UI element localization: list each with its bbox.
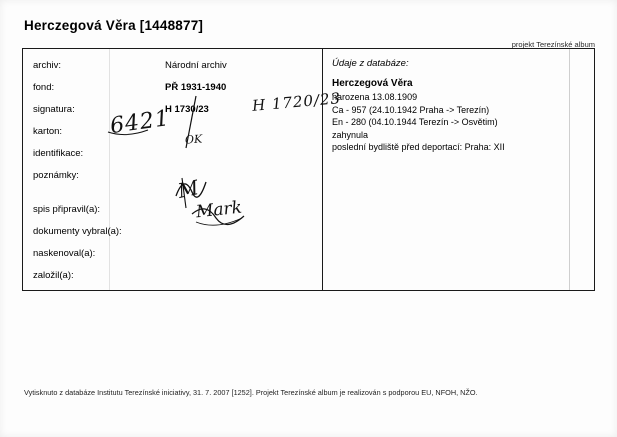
right-column-line [569,49,570,290]
form-label: naskenoval(a): [33,248,96,259]
form-row [33,126,313,147]
form-row [33,60,313,78]
form-row [33,270,313,288]
form-label: spis připravil(a): [33,204,101,215]
handwritten-signature-second: Mark [195,197,243,223]
form-label: karton: [33,126,63,137]
form-row [33,104,313,122]
footer-note: Vytisknuto z databáze Institutu Terezínské iniciativy, 31. 7. 2007 [1252]. Projekt Terezínské album je realizován s podporou EU, NFOH, NŽO. [24,388,478,397]
form-row [33,148,313,166]
form-label: fond: [33,82,55,93]
form-label: archiv: [33,60,61,71]
database-line: En - 280 (04.10.1944 Terezín -> Osvětim) [332,117,498,127]
form-row [33,170,313,188]
person-name: Herczegová Věra [332,78,413,89]
form-label: signatura: [33,104,75,115]
handwritten-signature-first: M [175,175,201,203]
database-panel-heading: Údaje z databáze: [332,58,409,69]
database-line: zahynula [332,129,369,140]
form-value: H 1730/23 [165,104,209,115]
form-label: dokumenty vybral(a): [33,226,122,237]
form-value: Národní archiv [165,60,227,71]
handwritten-ok-mark: OK [184,132,203,147]
database-info-panel [323,49,569,290]
record-card [22,48,595,291]
page-title: Herczegová Věra [1448877] [24,18,204,33]
handwritten-identifikace-number: 6421 [108,105,172,140]
form-label: identifikace: [33,148,84,159]
archive-form [23,49,322,290]
handwritten-karton-annotation: H 1720/23 [251,89,342,115]
form-label: založil(a): [33,270,74,281]
form-row [33,226,313,244]
project-label: projekt Terezínské album [511,40,595,49]
database-line: poslední bydliště před deportací: Praha: XII [332,142,505,152]
form-row [33,248,313,266]
form-label: poznámky: [33,170,79,181]
database-line: Ca - 957 (24.10.1942 Praha -> Terezín) [332,104,490,115]
form-value: PŘ 1931-1940 [165,82,227,93]
form-row [33,82,313,100]
form-row [33,204,313,222]
database-line: narozena 13.08.1909 [332,92,418,102]
